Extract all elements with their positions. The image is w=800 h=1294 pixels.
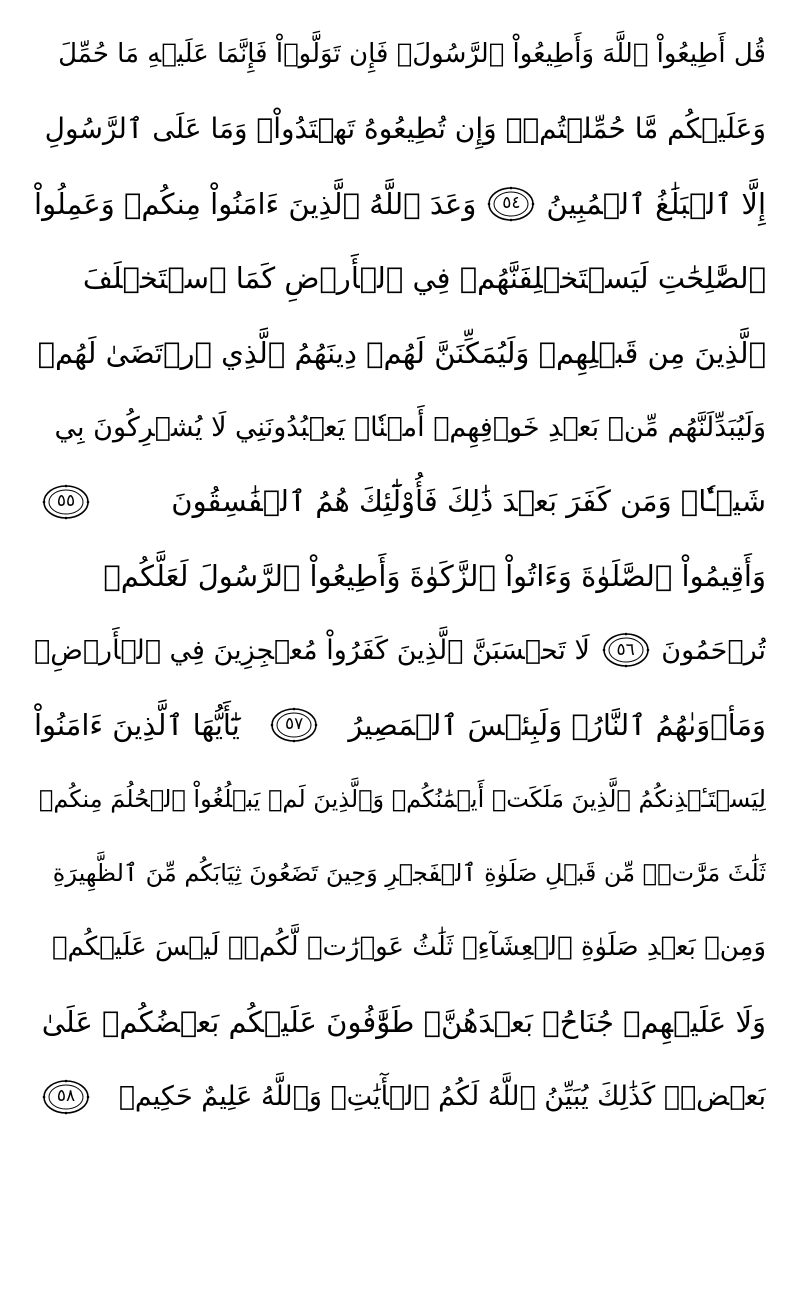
ayah-number: ٥٥: [56, 491, 76, 512]
text-line: [34, 613, 766, 687]
verse-text: إِلَّا ٱلۡبَلَٰغُ ٱلۡمُبِينُ: [546, 186, 766, 221]
verse-text: ٱلصَّٰلِحَٰتِ لَيَسۡتَخۡلِفَنَّهُمۡ فِي ٱلۡأَرۡضِ كَمَا ٱسۡتَخۡلَفَ: [82, 261, 766, 296]
verse-text: يَٰٓأَيُّهَا ٱلَّذِينَ ءَامَنُواْ: [34, 707, 240, 742]
ayah-end-marker: [42, 1079, 90, 1115]
text-line: [34, 539, 766, 613]
text-line: [34, 92, 766, 166]
ayah-end-marker: [42, 484, 90, 520]
text-line: [34, 464, 766, 538]
verse-text: لِيَسۡتَـٔۡذِنكُمُ ٱلَّذِينَ مَلَكَتۡ أَيۡمَٰنُكُمۡ وَٱلَّذِينَ لَمۡ يَبۡلُغُواْ ٱلۡحُلُمَ مِنكُمۡ: [38, 784, 766, 813]
verse-text: وَلَا عَلَيۡهِمۡ جُنَاحُۢ بَعۡدَهُنَّۚ طَوَّٰفُونَ عَلَيۡكُم بَعۡضُكُمۡ عَلَىٰ: [41, 1005, 766, 1040]
verse-text: ثَلَٰثَ مَرَّٰتٖۚ مِّن قَبۡلِ صَلَوٰةِ ٱلۡفَجۡرِ وَحِينَ تَضَعُونَ ثِيَابَكُم مِّنَ ٱلظَّهِيرَةِ: [52, 859, 766, 888]
verse-text: وَعَدَ ٱللَّهُ ٱلَّذِينَ ءَامَنُواْ مِنكُمۡ وَعَمِلُواْ: [34, 186, 477, 221]
text-line: [34, 1059, 766, 1133]
text-line: [34, 390, 766, 464]
text-line: [34, 688, 766, 762]
ayah-number: ٥٤: [502, 193, 521, 214]
ayah-number: ٥٧: [284, 714, 304, 735]
verse-text: شَيۡـٔٗاۚ وَمَن كَفَرَ بَعۡدَ ذَٰلِكَ فَأُوْلَٰٓئِكَ هُمُ ٱلۡفَٰسِقُونَ: [171, 484, 766, 519]
text-line: [34, 167, 766, 241]
ayah-end-marker: [487, 186, 535, 222]
ayah-number: ٥٦: [616, 639, 635, 660]
verse-text: بَعۡضٖۚ كَذَٰلِكَ يُبَيِّنُ ٱللَّهُ لَكُمُ ٱلۡأٓيَٰتِۗ وَٱللَّهُ عَلِيمٌ حَكِيمٞ: [118, 1081, 766, 1113]
text-line: [34, 911, 766, 985]
text-line: [34, 316, 766, 390]
verse-text: وَمِنۢ بَعۡدِ صَلَوٰةِ ٱلۡعِشَآءِۚ ثَلَٰثُ عَوۡرَٰتٖ لَّكُمۡۚ لَيۡسَ عَلَيۡكُمۡ: [51, 932, 766, 963]
text-line: [34, 18, 766, 92]
text-line: [34, 241, 766, 315]
verse-text: قُل أَطِيعُواْ ٱللَّهَ وَأَطِيعُواْ ٱلرَّسُولَۖ فَإِن تَوَلَّوۡاْ فَإِنَّمَا عَلَيۡهِ مَا حُمِّلَ: [58, 39, 766, 70]
verse-text: وَعَلَيۡكُم مَّا حُمِّلۡتُمۡۖ وَإِن تُطِيعُوهُ تَهۡتَدُواْۚ وَمَا عَلَى ٱلرَّسُولِ: [44, 112, 766, 146]
verse-text: وَمَأۡوَىٰهُمُ ٱلنَّارُۖ وَلَبِئۡسَ ٱلۡمَصِيرُ: [348, 707, 766, 742]
verse-text: وَأَقِيمُواْ ٱلصَّلَوٰةَ وَءَاتُواْ ٱلزَّكَوٰةَ وَأَطِيعُواْ ٱلرَّسُولَ لَعَلَّكُمۡ: [103, 558, 766, 593]
text-line: [34, 836, 766, 910]
ayah-end-marker: [270, 707, 318, 743]
verse-lines: [34, 18, 766, 1134]
verse-text: لَا تَحۡسَبَنَّ ٱلَّذِينَ كَفَرُواْ مُعۡجِزِينَ فِي ٱلۡأَرۡضِۚ: [34, 634, 590, 666]
text-line: [34, 985, 766, 1059]
text-line: [34, 762, 766, 836]
verse-text: تُرۡحَمُونَ: [661, 634, 766, 666]
verse-text: وَلَيُبَدِّلَنَّهُم مِّنۢ بَعۡدِ خَوۡفِهِمۡ أَمۡنٗاۚ يَعۡبُدُونَنِي لَا يُشۡرِكُونَ بِي: [54, 411, 766, 443]
ayah-end-marker: [602, 632, 650, 668]
ayah-number: ٥٨: [56, 1086, 76, 1107]
verse-text: ٱلَّذِينَ مِن قَبۡلِهِمۡ وَلَيُمَكِّنَنَّ لَهُمۡ دِينَهُمُ ٱلَّذِي ٱرۡتَضَىٰ لَهُمۡ: [37, 335, 766, 370]
